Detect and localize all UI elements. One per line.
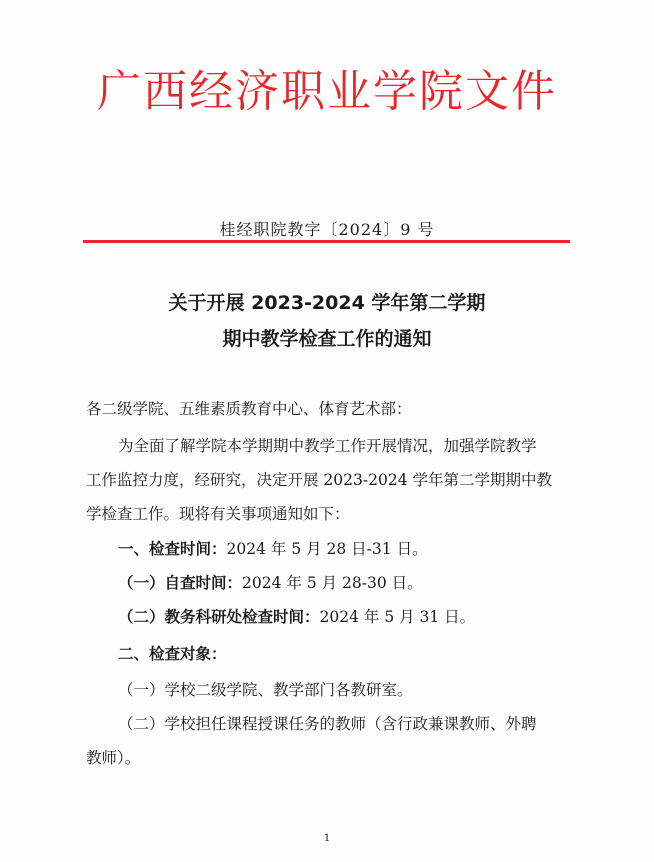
section-1-item-1 [118, 571, 618, 595]
section-1-item-1-value: 2024 年 5 月 28-30 日。 [242, 574, 423, 592]
page-number: 1 [323, 833, 331, 844]
document-number: 桂经职院教字〔2024〕9 号 [219, 220, 435, 239]
section-1-item-2-label: （二）教务科研处检查时间： [118, 607, 320, 626]
section-2-item-2-line-2: 教师）。 [86, 749, 141, 767]
section-2-item-1: （一）学校二级学院、教学部门各教研室。 [118, 681, 413, 699]
document-title-line-2: 期中教学检查工作的通知 [222, 328, 432, 350]
section-1-item-2 [118, 605, 618, 629]
section-1-line [118, 537, 618, 561]
section-1-item-1-label: （一）自查时间： [118, 573, 243, 592]
section-1-value: 2024 年 5 月 28 日-31 日。 [226, 540, 428, 558]
recipients-line: 各二级学院、五维素质教育中心、体育艺术部： [86, 400, 412, 418]
section-1-heading: 一、检查时间： [118, 539, 227, 558]
intro-line-1: 为全面了解学院本学期期中教学工作开展情况，加强学院教学 [118, 437, 537, 455]
section-2-heading: 二、检查对象： [118, 644, 227, 663]
intro-line-2: 工作监控力度，经研究，决定开展 2023-2024 学年第二学期期中教 [86, 471, 552, 489]
document-title-line-1: 关于开展 2023-2024 学年第二学期 [168, 292, 486, 314]
section-2-item-2-line-1: （二）学校担任课程授课任务的教师（含行政兼课教师、外聘 [118, 715, 537, 733]
intro-line-3: 学检查工作。现将有关事项通知如下： [86, 505, 350, 523]
section-1-item-2-value: 2024 年 5 月 31 日。 [319, 608, 476, 626]
institution-masthead: 广西经济职业学院文件 [97, 66, 557, 117]
red-separator-line [83, 240, 570, 243]
